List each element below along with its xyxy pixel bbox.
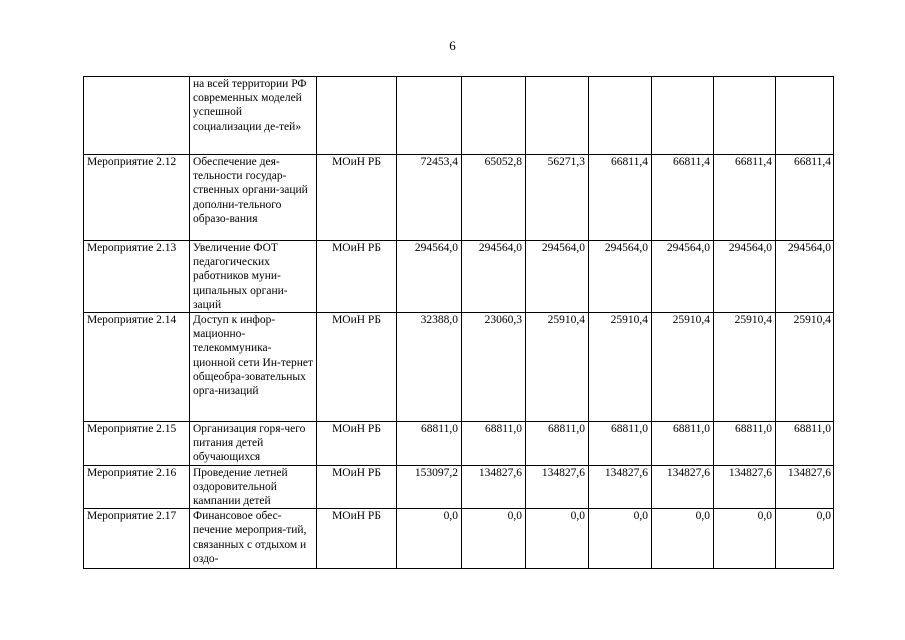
row-value-cell: 68811,0 <box>526 422 589 466</box>
row-value-cell: 68811,0 <box>462 422 526 466</box>
row-executor-cell: МОиН РБ <box>317 509 397 569</box>
table-row <box>84 422 834 466</box>
row-value-cell: 56271,3 <box>526 155 589 241</box>
row-description-cell: на всей территории РФ современных моделей успешной социализации де-тей» <box>190 77 317 155</box>
row-value-cell: 294564,0 <box>714 241 776 313</box>
row-label-cell: Мероприятие 2.16 <box>84 465 190 509</box>
table-row <box>84 313 834 422</box>
row-value-cell: 25910,4 <box>776 313 834 422</box>
row-value-cell: 68811,0 <box>714 422 776 466</box>
row-executor-cell: МОиН РБ <box>317 465 397 509</box>
row-value-cell: 66811,4 <box>776 155 834 241</box>
row-value-cell: 25910,4 <box>526 313 589 422</box>
row-value-cell <box>589 77 652 155</box>
row-value-cell: 66811,4 <box>652 155 714 241</box>
row-value-cell: 66811,4 <box>714 155 776 241</box>
row-value-cell: 134827,6 <box>589 465 652 509</box>
row-label-cell: Мероприятие 2.14 <box>84 313 190 422</box>
row-description-cell: Проведение летней оздоровительной кампании детей <box>190 465 317 509</box>
row-label-cell: Мероприятие 2.17 <box>84 509 190 569</box>
row-value-cell: 32388,0 <box>397 313 462 422</box>
row-description-cell: Обеспечение дея-тельности государ-ственных органи-заций дополни-тельного образо-вания <box>190 155 317 241</box>
row-label-cell <box>84 77 190 155</box>
budget-table <box>83 76 834 569</box>
row-description-cell: Организация горя-чего питания детей обучающихся <box>190 422 317 466</box>
row-description-cell: Финансовое обес-печение мероприя-тий, связанных с отдыхом и оздо- <box>190 509 317 569</box>
budget-table-body <box>84 77 834 569</box>
row-executor-cell <box>317 77 397 155</box>
row-value-cell: 294564,0 <box>652 241 714 313</box>
row-value-cell: 66811,4 <box>589 155 652 241</box>
row-value-cell: 134827,6 <box>714 465 776 509</box>
table-row <box>84 77 834 155</box>
row-value-cell: 153097,2 <box>397 465 462 509</box>
row-executor-cell: МОиН РБ <box>317 313 397 422</box>
row-value-cell: 294564,0 <box>462 241 526 313</box>
row-value-cell: 23060,3 <box>462 313 526 422</box>
page-number: 6 <box>449 38 456 53</box>
row-value-cell <box>714 77 776 155</box>
table-row <box>84 155 834 241</box>
row-description-cell: Увеличение ФОТ педагогических работников муни-ципальных органи-заций <box>190 241 317 313</box>
row-label-cell: Мероприятие 2.13 <box>84 241 190 313</box>
row-description-cell: Доступ к инфор-мационно-телекоммуника-ционной сети Ин-тернет общеобра-зовательных орга-низаций <box>190 313 317 422</box>
row-value-cell: 68811,0 <box>589 422 652 466</box>
row-label-cell: Мероприятие 2.12 <box>84 155 190 241</box>
row-label-cell: Мероприятие 2.15 <box>84 422 190 466</box>
row-value-cell <box>776 77 834 155</box>
row-value-cell: 0,0 <box>462 509 526 569</box>
row-value-cell: 0,0 <box>397 509 462 569</box>
table-row <box>84 509 834 569</box>
row-value-cell: 134827,6 <box>776 465 834 509</box>
row-value-cell: 0,0 <box>714 509 776 569</box>
row-value-cell: 68811,0 <box>397 422 462 466</box>
row-value-cell: 68811,0 <box>776 422 834 466</box>
row-value-cell: 25910,4 <box>714 313 776 422</box>
row-value-cell: 72453,4 <box>397 155 462 241</box>
row-value-cell: 134827,6 <box>462 465 526 509</box>
row-value-cell: 0,0 <box>589 509 652 569</box>
row-value-cell: 134827,6 <box>526 465 589 509</box>
row-value-cell <box>652 77 714 155</box>
row-value-cell: 294564,0 <box>526 241 589 313</box>
row-value-cell: 25910,4 <box>652 313 714 422</box>
table-row <box>84 465 834 509</box>
row-value-cell <box>462 77 526 155</box>
row-value-cell: 294564,0 <box>589 241 652 313</box>
table-row <box>84 241 834 313</box>
row-value-cell: 294564,0 <box>776 241 834 313</box>
row-executor-cell: МОиН РБ <box>317 155 397 241</box>
row-value-cell: 68811,0 <box>652 422 714 466</box>
row-value-cell <box>526 77 589 155</box>
row-value-cell <box>397 77 462 155</box>
row-value-cell: 0,0 <box>776 509 834 569</box>
row-executor-cell: МОиН РБ <box>317 241 397 313</box>
row-executor-cell: МОиН РБ <box>317 422 397 466</box>
row-value-cell: 0,0 <box>652 509 714 569</box>
row-value-cell: 0,0 <box>526 509 589 569</box>
row-value-cell: 294564,0 <box>397 241 462 313</box>
row-value-cell: 25910,4 <box>589 313 652 422</box>
row-value-cell: 65052,8 <box>462 155 526 241</box>
row-value-cell: 134827,6 <box>652 465 714 509</box>
